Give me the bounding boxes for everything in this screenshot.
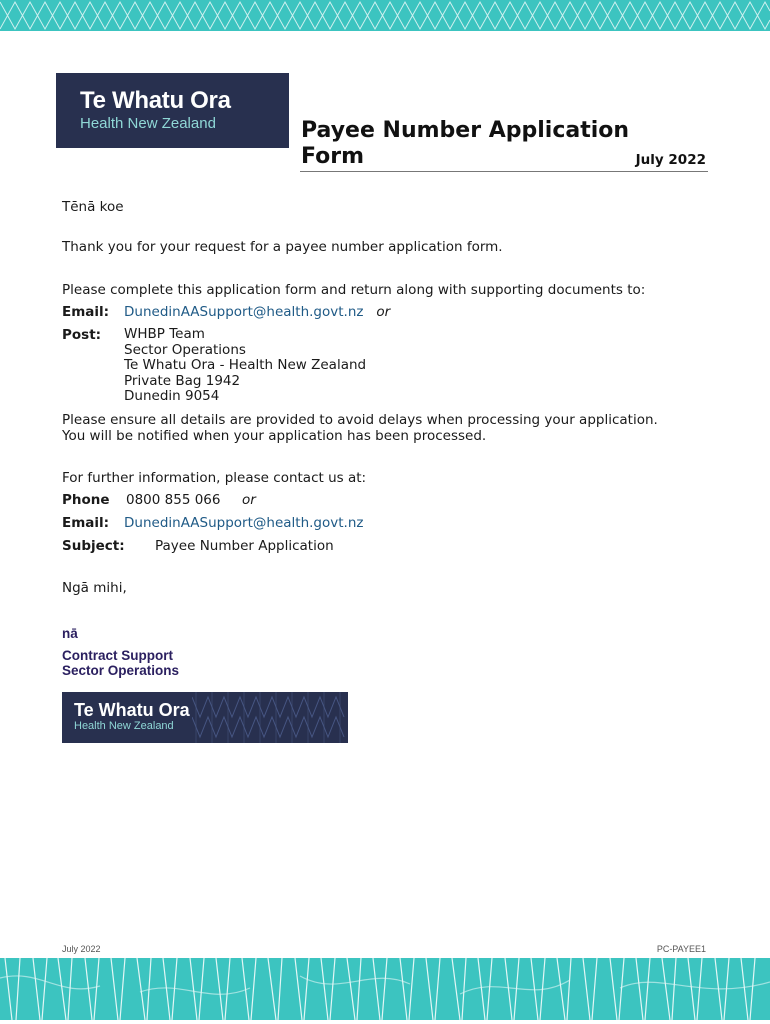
contact-email-row [62, 515, 363, 531]
or-text: or [241, 492, 256, 508]
return-email-link[interactable]: DunedinAASupport@health.govt.nz [124, 304, 364, 320]
title-divider [300, 171, 708, 172]
top-pattern-band [0, 0, 770, 31]
thanks-text: Thank you for your request for a payee number application form. [62, 239, 503, 255]
address-line: Te Whatu Ora - Health New Zealand [124, 357, 367, 373]
te-whatu-ora-logo [56, 73, 289, 148]
email-label: Email: [62, 304, 110, 320]
further-info-text: For further information, please contact us at: [62, 470, 367, 486]
greeting: Tēnā koe [62, 199, 124, 215]
email-label: Email: [62, 515, 110, 531]
te-whatu-ora-banner-logo [62, 692, 348, 743]
return-email-row [62, 304, 390, 320]
postal-address [124, 327, 366, 405]
signature-department: Sector Operations [62, 663, 180, 678]
closing-text: Ngā mihi, [62, 580, 127, 596]
footer-form-code: PC-PAYEE1 [656, 944, 706, 954]
address-line: WHBP Team [124, 326, 205, 342]
post-label: Post: [62, 327, 102, 343]
diamond-pattern [0, 0, 770, 31]
address-line: Sector Operations [124, 341, 246, 358]
banner-logo-title: Te Whatu Ora [74, 700, 190, 720]
banner-logo-subtitle: Health New Zealand [74, 720, 174, 732]
phone-row [62, 492, 256, 508]
signature-team: Contract Support [62, 648, 173, 663]
subject-row [62, 538, 334, 554]
subject-value: Payee Number Application [155, 538, 334, 554]
form-date: July 2022 [635, 152, 706, 168]
footer-date: July 2022 [62, 944, 101, 954]
instruction-text: Please complete this application form and return along with supporting documents to: [62, 282, 646, 298]
phone-number[interactable]: 0800 855 066 [126, 492, 221, 508]
page-title: Payee Number Application Form [301, 118, 630, 169]
signature-na: nā [62, 626, 78, 641]
bottom-pattern-band [0, 958, 770, 1020]
logo-title: Te Whatu Ora [80, 87, 231, 114]
logo-subtitle: Health New Zealand [80, 115, 216, 132]
contact-email-link[interactable]: DunedinAASupport@health.govt.nz [124, 515, 364, 531]
line-pattern [0, 958, 770, 1020]
or-text: or [376, 304, 391, 320]
weave-pattern [192, 692, 348, 743]
subject-label: Subject: [62, 538, 125, 554]
ensure-text-2: You will be notified when your application has been processed. [62, 428, 487, 444]
address-line: Private Bag 1942 [124, 372, 241, 389]
phone-label: Phone [62, 492, 110, 508]
address-line: Dunedin 9054 [124, 388, 220, 404]
ensure-text-1: Please ensure all details are provided to avoid delays when processing your application. [62, 412, 658, 428]
post-row [62, 327, 366, 405]
